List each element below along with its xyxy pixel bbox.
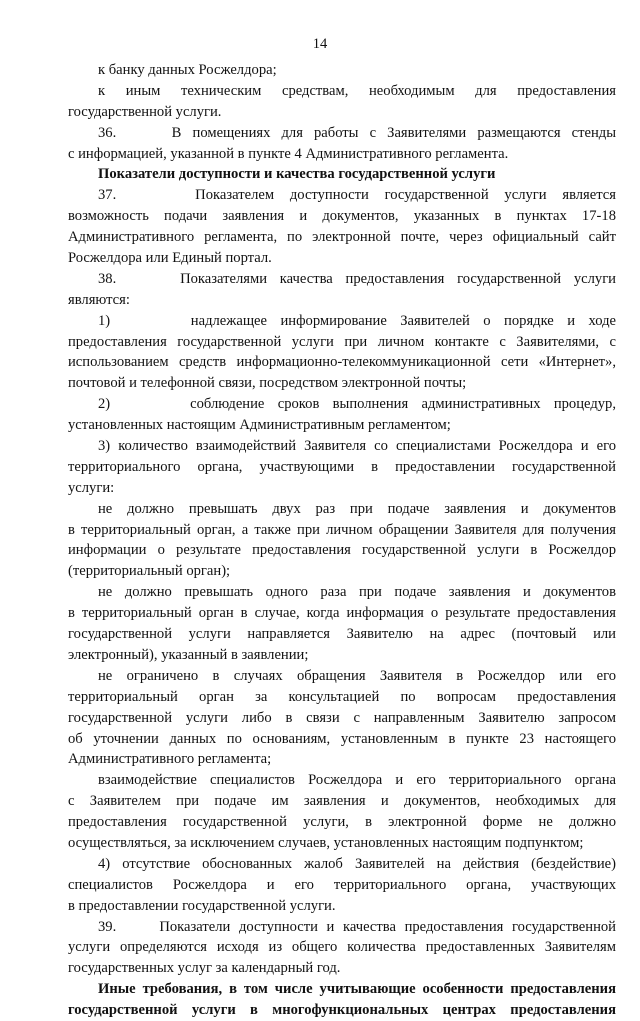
text-line: в территориальный орган в случае, когда информация о результате предоставления: [68, 605, 616, 622]
text-line: возможность подачи заявления и документов, указанных в пунктах 17-18: [68, 208, 616, 225]
text-line: предоставления государственной услуги, в электронной форме не должно: [68, 814, 616, 831]
text-line: 1) надлежащее информирование Заявителей о порядке и ходе: [98, 312, 616, 329]
text-line: к банку данных Росжелдора;: [98, 62, 277, 78]
text-line: в территориальный орган, а также при личном обращении Заявителя для получения: [68, 521, 616, 538]
text-line: не ограничено в случаях обращения Заявителя в Росжелдор или его: [98, 667, 616, 684]
text-line: государственной услуги.: [68, 103, 222, 120]
text-line: 37. Показателем доступности государственной услуги является: [98, 187, 616, 204]
text-line: 36. В помещениях для работы с Заявителями размещаются стенды: [98, 124, 616, 141]
text-line: почтовой и телефонной связи, посредством электронной почты;: [68, 375, 467, 392]
text-line: услуги:: [68, 479, 115, 496]
text-line: с информацией, указанной в пункте 4 Административного регламента.: [68, 145, 509, 162]
text-line: территориального органа, участвующими в предоставлении государственной: [68, 458, 616, 475]
section-heading-line: Показатели доступности и качества государственной услуги: [98, 166, 496, 183]
section-heading-line: государственной услуги в многофункциональных центрах предоставления: [68, 1002, 616, 1019]
text-line: не должно превышать одного раза при подаче заявления и документов: [98, 584, 616, 601]
text-line: взаимодействие специалистов Росжелдора и его территориального органа: [98, 772, 616, 789]
text-line: предоставления государственной услуги при личном контакте с Заявителями, с: [68, 333, 616, 350]
text-line: территориальный орган за консультацией по вопросам предоставления: [68, 688, 616, 705]
text-line: осуществляться, за исключением случаев, установленных настоящим подпунктом;: [68, 834, 584, 851]
text-line: 38. Показателями качества предоставления государственной услуги: [98, 270, 616, 287]
text-line: Росжелдора или Единый портал.: [68, 250, 272, 267]
page-number: 14: [312, 36, 328, 52]
text-line: к иным техническим средствам, необходимым для предоставления: [98, 82, 616, 99]
text-line: специалистов Росжелдора и его территориального органа, участвующих: [68, 876, 616, 893]
text-line: Административного регламента;: [68, 751, 272, 768]
text-line: с Заявителем при подаче им заявления и документов, необходимых для: [68, 793, 616, 810]
text-line: 2) соблюдение сроков выполнения административных процедур,: [98, 396, 616, 413]
text-line: установленных настоящим Административным регламентом;: [68, 417, 451, 434]
text-line: не должно превышать двух раз при подаче заявления и документов: [98, 500, 616, 517]
text-line: государственных услуг за календарный год.: [68, 960, 341, 977]
text-line: информации о результате предоставления государственной услуги в Росжелдор: [68, 542, 616, 559]
text-line: 3) количество взаимодействий Заявителя со специалистами Росжелдора и его: [98, 438, 616, 455]
text-line: государственной услуги направляется Заявителю на адрес (почтовый или: [68, 626, 616, 643]
document-body: [68, 60, 616, 1021]
text-line: об уточнении данных по основаниям, установленным в пункте 23 настоящего: [68, 730, 616, 747]
text-line: в предоставлении государственной услуги.: [68, 897, 336, 914]
text-line: Административного регламента, по электронной почте, через официальный сайт: [68, 229, 616, 246]
text-line: 4) отсутствие обоснованных жалоб Заявителей на действия (бездействие): [98, 855, 616, 872]
text-line: являются:: [68, 291, 130, 308]
text-line: услуги определяются исходя из общего количества предоставленных Заявителям: [68, 939, 616, 956]
text-line: использованием средств информационно-телекоммуникационной сети «Интернет»,: [68, 354, 616, 371]
text-line: электронный), указанный в заявлении;: [68, 646, 309, 663]
section-heading-line: Иные требования, в том числе учитывающие особенности предоставления: [98, 981, 616, 998]
text-line: 39. Показатели доступности и качества предоставления государственной: [98, 918, 616, 935]
text-line: государственной услуги либо в связи с направленным Заявителю запросом: [68, 709, 616, 726]
text-line: (территориальный орган);: [68, 563, 231, 580]
